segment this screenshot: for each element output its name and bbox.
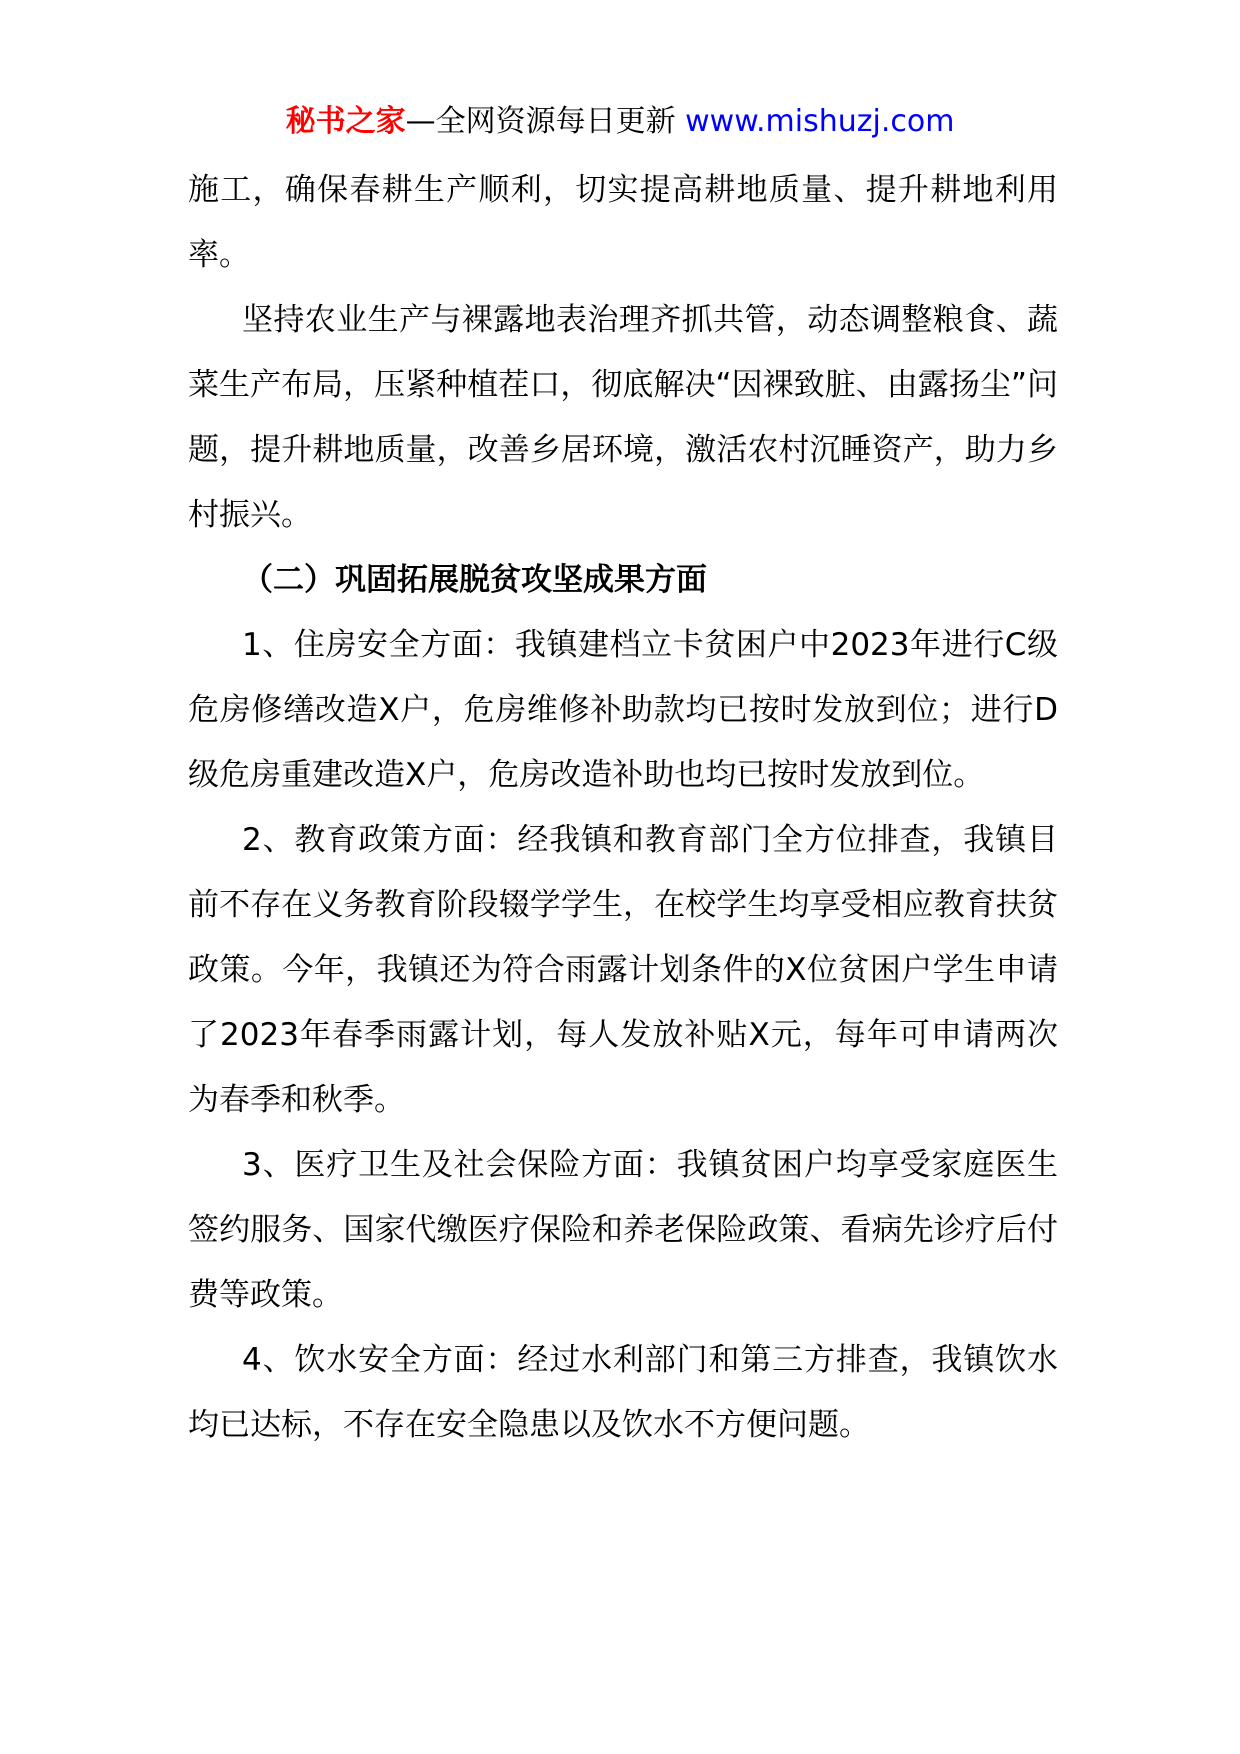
document-body: [188, 158, 1058, 1458]
page-header: [0, 100, 1240, 144]
paragraph-water: 4、饮水安全方面：经过水利部门和第三方排查，我镇饮水均已达标，不存在安全隐患以及饮水不方便问题。: [188, 1342, 1058, 1443]
section-heading: （二）巩固拓展脱贫攻坚成果方面: [242, 562, 707, 598]
paragraph-housing: 1、住房安全方面：我镇建档立卡贫困户中2023年进行C级危房修缮改造X户，危房维修补助款均已按时发放到位；进行D级危房重建改造X户，危房改造补助也均已按时发放到位。: [188, 627, 1058, 793]
paragraph-education: 2、教育政策方面：经我镇和教育部门全方位排查，我镇目前不存在义务教育阶段辍学学生，在校学生均享受相应教育扶贫政策。今年，我镇还为符合雨露计划条件的X位贫困户学生申请了2023年春季雨露计划，每人发放补贴X元，每年可申请两次为春季和秋季。: [188, 822, 1058, 1118]
website-link[interactable]: www.mishuzj.com: [685, 104, 955, 139]
paragraph-medical: 3、医疗卫生及社会保险方面：我镇贫困户均享受家庭医生签约服务、国家代缴医疗保险和养老保险政策、看病先诊疗后付费等政策。: [188, 1147, 1058, 1313]
paragraph-continuation: 施工，确保春耕生产顺利，切实提高耕地质量、提升耕地利用率。: [188, 172, 1058, 273]
header-slogan: —全网资源每日更新: [405, 104, 676, 139]
brand-name: 秘书之家: [285, 104, 406, 139]
paragraph-farmland: 坚持农业生产与裸露地表治理齐抓共管，动态调整粮食、蔬菜生产布局，压紧种植茬口，彻底解决“因裸致脏、由露扬尘”问题，提升耕地质量，改善乡居环境，激活农村沉睡资产，助力乡村振兴。: [188, 302, 1058, 533]
